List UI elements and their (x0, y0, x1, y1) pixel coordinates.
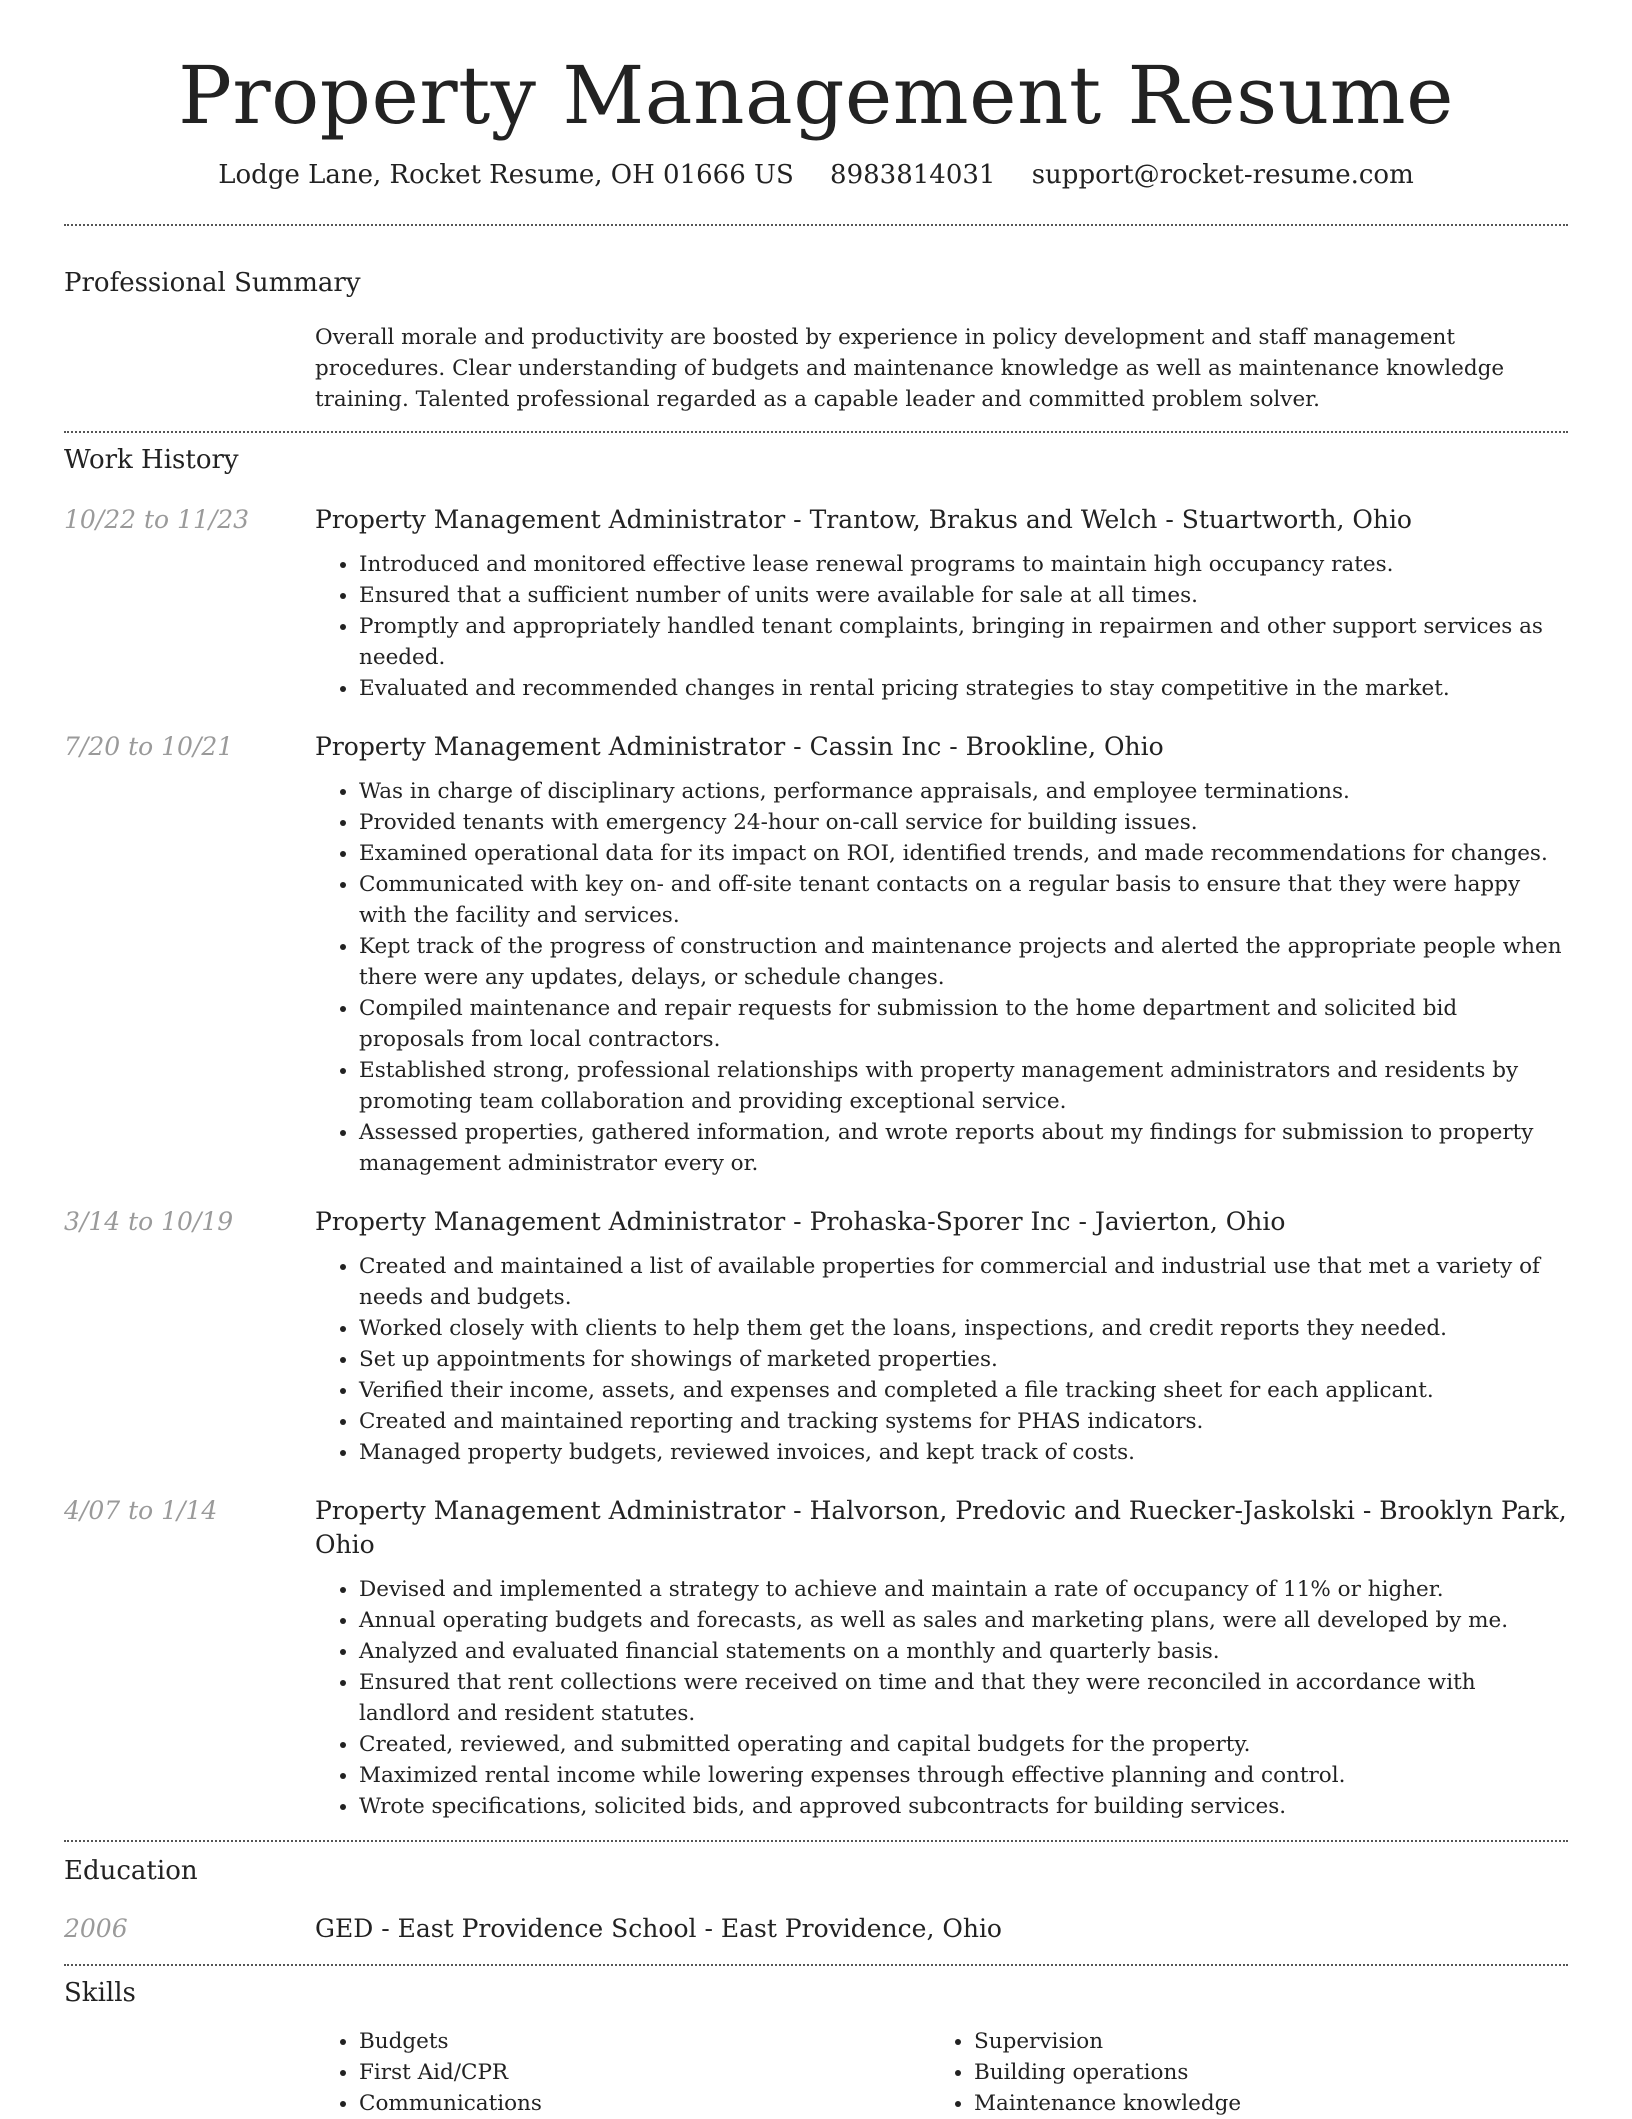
job-bullets (315, 1251, 1568, 1468)
contact-phone: 8983814031 (830, 160, 996, 190)
job-body (315, 503, 1568, 704)
job-bullets (315, 549, 1568, 704)
job-dates: 3/14 to 10/19 (64, 1207, 234, 1236)
list-item: • Kept track of the progress of construction and maintenance projects and alerted the appropriate people when there were any updates, delays, or schedule changes. (359, 931, 1568, 993)
list-item: • Worked closely with clients to help them get the loans, inspections, and credit reports they needed. (359, 1313, 1568, 1344)
job-title: Property Management Administrator - Cassin Inc - Brookline, Ohio (315, 732, 1164, 761)
divider (64, 1840, 1568, 1842)
contact-address: Lodge Lane, Rocket Resume, OH 01666 US (218, 160, 794, 190)
list-item: • Compiled maintenance and repair requests for submission to the home department and solicited bid proposals from local contractors. (359, 993, 1568, 1055)
list-item: • Communicated with key on- and off-site tenant contacts on a regular basis to ensure that they were happy with the facility and services. (359, 869, 1568, 931)
section-heading-work-history: Work History (64, 445, 239, 475)
list-item: • Communications (359, 2088, 930, 2119)
job-dates: 10/22 to 11/23 (64, 505, 250, 534)
section-heading-skills: Skills (64, 1978, 136, 2008)
list-item: • Established strong, professional relationships with property management administrators and residents by promoting team collaboration and providing exceptional service. (359, 1055, 1568, 1117)
education-entry (64, 1912, 1568, 1946)
list-item: • Created, reviewed, and submitted operating and capital budgets for the property. (359, 1729, 1568, 1760)
list-item: • Created and maintained a list of available properties for commercial and industrial use that met a variety of needs and budgets. (359, 1251, 1568, 1313)
skills-column-left (315, 2026, 930, 2119)
list-item: • Introduced and monitored effective lease renewal programs to maintain high occupancy rates. (359, 549, 1568, 580)
job-body (315, 1205, 1568, 1468)
contact-email: support@rocket-resume.com (1031, 160, 1414, 190)
list-item: • Ensured that rent collections were received on time and that they were reconciled in accordance with landlord and resident statutes. (359, 1667, 1568, 1729)
job-body (315, 730, 1568, 1179)
skills-column-right (930, 2026, 1545, 2119)
job-body (315, 1494, 1568, 1840)
divider (64, 224, 1568, 226)
job-bullets (315, 1574, 1568, 1822)
list-item: • Devised and implemented a strategy to achieve and maintain a rate of occupancy of 11% or higher. (359, 1574, 1568, 1605)
skills-list (315, 2026, 1568, 2119)
page-title: Property Management Resume (178, 49, 1454, 142)
list-item: • Analyzed and evaluated financial statements on a monthly and quarterly basis. (359, 1636, 1568, 1667)
job-entry (64, 1205, 1568, 1468)
list-item: • Ensured that a sufficient number of units were available for sale at all times. (359, 580, 1568, 611)
education-detail: GED - East Providence School - East Providence, Ohio (315, 1914, 1002, 1943)
job-dates: 4/07 to 1/14 (64, 1496, 218, 1525)
list-item: • Maximized rental income while lowering expenses through effective planning and control. (359, 1760, 1568, 1791)
list-item: • Maintenance knowledge (974, 2088, 1545, 2119)
list-item: • Evaluated and recommended changes in rental pricing strategies to stay competitive in the market. (359, 673, 1568, 704)
contact-line (64, 160, 1568, 190)
divider (64, 431, 1568, 433)
list-item: • Supervision (974, 2026, 1545, 2057)
section-heading-summary: Professional Summary (64, 268, 361, 298)
education-year: 2006 (64, 1914, 128, 1943)
list-item: • Assessed properties, gathered information, and wrote reports about my findings for submission to property management administrator every or. (359, 1117, 1568, 1179)
list-item: • First Aid/CPR (359, 2057, 930, 2088)
list-item: • Was in charge of disciplinary actions, performance appraisals, and employee terminations. (359, 776, 1568, 807)
job-dates: 7/20 to 10/21 (64, 732, 234, 761)
list-item: • Examined operational data for its impact on ROI, identified trends, and made recommendations for changes. (359, 838, 1568, 869)
job-bullets (315, 776, 1568, 1179)
divider (64, 1964, 1568, 1966)
list-item: • Verified their income, assets, and expenses and completed a file tracking sheet for each applicant. (359, 1375, 1568, 1406)
list-item: • Promptly and appropriately handled tenant complaints, bringing in repairmen and other support services as needed. (359, 611, 1568, 673)
list-item: • Created and maintained reporting and tracking systems for PHAS indicators. (359, 1406, 1568, 1437)
list-item: • Wrote specifications, solicited bids, and approved subcontracts for building services. (359, 1791, 1568, 1822)
list-item: • Provided tenants with emergency 24-hour on-call service for building issues. (359, 807, 1568, 838)
list-item: • Budgets (359, 2026, 930, 2057)
job-entry (64, 1494, 1568, 1840)
work-history-list (64, 503, 1568, 1840)
list-item: • Managed property budgets, reviewed invoices, and kept track of costs. (359, 1437, 1568, 1468)
job-entry (64, 730, 1568, 1179)
job-title: Property Management Administrator - Trantow, Brakus and Welch - Stuartworth, Ohio (315, 505, 1412, 534)
section-heading-education: Education (64, 1856, 198, 1886)
job-title: Property Management Administrator - Halvorson, Predovic and Ruecker-Jaskolski - Brooklyn Park, Ohio (315, 1496, 1567, 1559)
list-item: • Building operations (974, 2057, 1545, 2088)
list-item: • Set up appointments for showings of marketed properties. (359, 1344, 1568, 1375)
job-entry (64, 503, 1568, 704)
job-title: Property Management Administrator - Prohaska-Sporer Inc - Javierton, Ohio (315, 1207, 1286, 1236)
list-item: • Annual operating budgets and forecasts, as well as sales and marketing plans, were all developed by me. (359, 1605, 1568, 1636)
summary-text: Overall morale and productivity are boosted by experience in policy development and staff management procedures. Clear understanding of budgets and maintenance knowledge as well as maintenance knowledge training. Talented professional regarded as a capable leader and committed problem solver. (315, 325, 1505, 412)
